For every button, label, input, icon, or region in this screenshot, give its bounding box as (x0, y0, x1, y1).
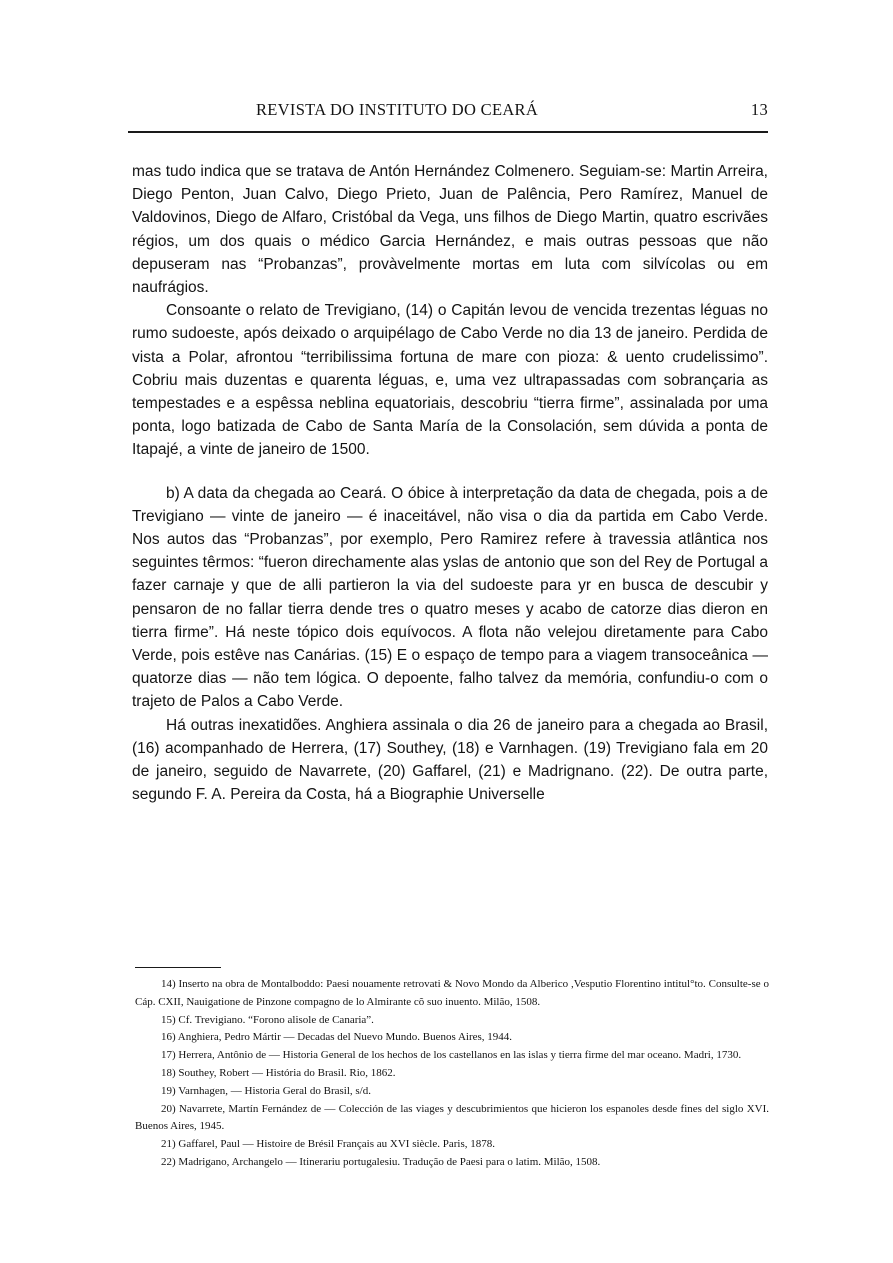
footnote: 19) Varnhagen, — Historia Geral do Brasil, s/d. (161, 1084, 371, 1097)
footnote: 21) Gaffarel, Paul — Histoire de Brésil Français au XVI siècle. Paris, 1878. (161, 1138, 495, 1151)
footnote: 14) Inserto na obra de Montalboddo: Paesi nouamente retrovati & Novo Mondo da Alberico ,Vesputio Florentino intitul°to. Consulte-se o Cáp. CXII, Nauigatione de Pinzone compagno de lo Almirante cõ suo inuento. Milão, 1508. (135, 978, 769, 1008)
header-rule (128, 131, 768, 133)
page-header (136, 98, 768, 124)
footnote: 17) Herrera, Antônio de — Historia General de los hechos de los castellanos en las islas y tierra firme del mar oceano. Madri, 1730. (161, 1049, 742, 1062)
footnote-rule (135, 967, 221, 968)
running-title: REVISTA DO INSTITUTO DO CEARÁ (256, 100, 539, 119)
body-text (132, 160, 768, 806)
paragraph: b) A data da chegada ao Ceará. O óbice à interpretação da data de chegada, pois a de Trevigiano — vinte de janeiro — é inaceitável, não visa o dia da partida em Cabo Verde. Nos autos das “Probanzas”, por exemplo, Pero Ramirez refere à travessia atlântica nos seguintes têrmos: “fueron direchamente alas yslas de antonio que son del Rey de Portugal a fazer carnaje y que de alli partieron la via del sudoeste para yr en busca de descubir y pensaron de no fallar tierra dende tres o quatro meses y acabo de catorze dias dieron en tierra firme”. Há neste tópico dois equívocos. A flota não velejou diretamente para Cabo Verde, pois estêve nas Canárias. (15) E o espaço de tempo para a viagem transoceânica — quatorze dias — não tem lógica. O depoente, falho talvez da memória, confundiu-o com o trajeto de Palos a Cabo Verde. (132, 484, 768, 711)
footnotes (135, 976, 769, 1172)
footnote: 15) Cf. Trevigiano. “Forono alisole de Canaria”. (161, 1013, 374, 1026)
paragraph: Há outras inexatidões. Anghiera assinala o dia 26 de janeiro para a chegada ao Brasil, (16) acompanhado de Herrera, (17) Southey, (18) e Varnhagen. (19) Trevigiano fala em 20 de janeiro, seguido de Navarrete, (20) Gaffarel, (21) e Madrignano. (22). De outra parte, segundo F. A. Pereira da Costa, há a Biographie Universelle (132, 716, 768, 804)
paragraph: mas tudo indica que se tratava de Antón Hernández Colmenero. Seguiam-se: Martin Arreira, Diego Penton, Juan Calvo, Diego Prieto, Juan de Palência, Pero Ramírez, Manuel de Valdovinos, Diego de Alfaro, Cristóbal da Vega, uns filhos de Diego Martin, quatro escrivães régios, um dos quais o médico Garcia Hernández, e mais outras pessoas que não depuseram nas “Probanzas”, provàvelmente mortas em luta com silvícolas ou em naufrágios. (132, 163, 768, 297)
paragraph: Consoante o relato de Trevigiano, (14) o Capitán levou de vencida trezentas léguas no rumo sudoeste, após deixado o arquipélago de Cabo Verde no dia 13 de janeiro. Perdida de vista a Polar, afrontou “terribilissima fortuna de mare con pioza: & uento crudelissimo”. Cobriu mais duzentas e quarenta léguas, e, uma vez ultrapassadas com sobrançaria as tempestades e a espêssa neblina equatoriais, descobriu “tierra firme”, assinalada por uma ponta, logo batizada de Cabo de Santa María de la Consolación, sem dúvida a ponta de Itapajé, a vinte de janeiro de 1500. (132, 302, 768, 459)
footnote: 20) Navarrete, Martín Fernández de — Colección de las viages y descubrimientos que hicieron los espanoles desde fines del siglo XVI. Buenos Aires, 1945. (135, 1102, 769, 1133)
footnote: 18) Southey, Robert — História do Brasil. Rio, 1862. (161, 1066, 396, 1079)
page-number: 13 (750, 100, 768, 119)
footnote: 16) Anghiera, Pedro Mártir — Decadas del Nuevo Mundo. Buenos Aires, 1944. (161, 1031, 513, 1044)
footnote: 22) Madrigano, Archangelo — Itinerariu portugalesiu. Tradução de Paesi para o latim. Milão, 1508. (161, 1155, 601, 1168)
